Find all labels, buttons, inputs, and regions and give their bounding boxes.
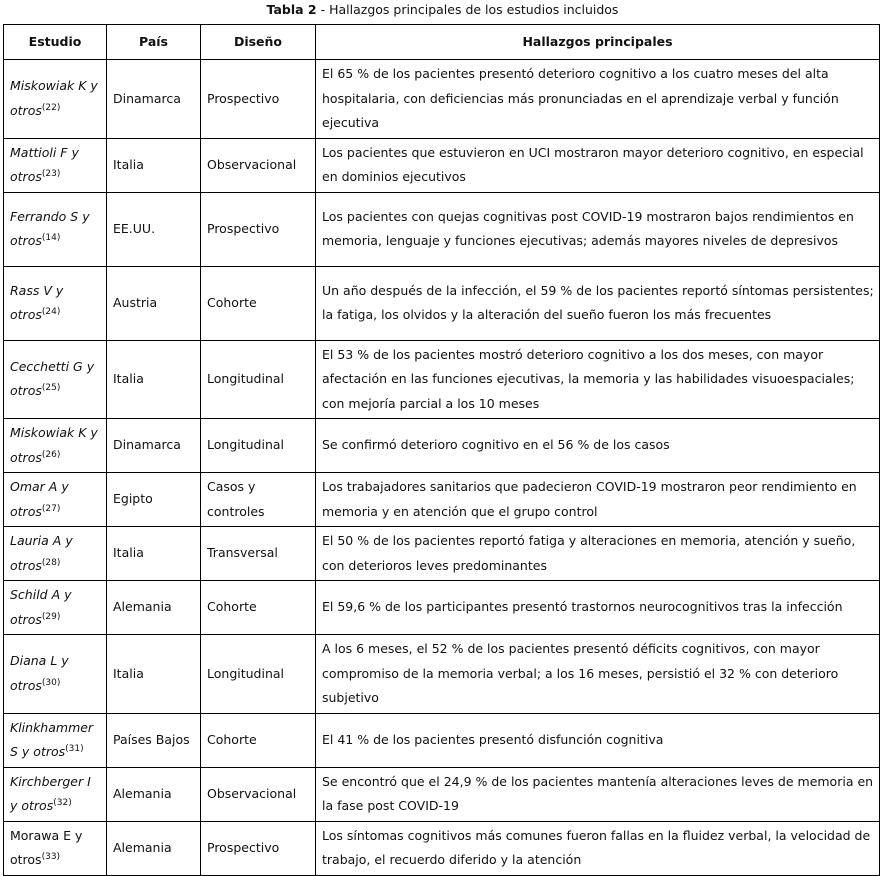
- cell-finding: Se confirmó deterioro cognitivo en el 56 % de los casos: [316, 419, 880, 473]
- study-reference: (24): [41, 307, 61, 317]
- header-study: Estudio: [4, 25, 107, 60]
- cell-study: [4, 581, 107, 635]
- study-reference: (29): [41, 611, 61, 622]
- cell-design: Longitudinal: [201, 635, 316, 714]
- study-reference: (28): [41, 557, 61, 568]
- cell-study: [4, 527, 107, 581]
- cell-finding: El 65 % de los pacientes presentó deterioro cognitivo a los cuatro meses del alta hospitalaria, con deficiencias más pronunciadas en el aprendizaje verbal y función ejecutiva: [316, 60, 880, 139]
- study-et-al: y otros: [10, 533, 73, 573]
- table-row: [4, 138, 880, 192]
- table-row: [4, 635, 880, 714]
- cell-finding: Los pacientes con quejas cognitivas post COVID-19 mostraron bajos rendimientos en memoria, lenguaje y funciones ejecutivas; además mayores niveles de depresivos: [316, 192, 880, 266]
- caption-label: Tabla 2: [266, 2, 317, 17]
- cell-country: Alemania: [107, 767, 201, 821]
- cell-study: [4, 138, 107, 192]
- study-reference: (25): [41, 383, 61, 394]
- study-reference: (23): [41, 169, 61, 179]
- study-et-al: y otros: [10, 479, 69, 519]
- study-author: Miskowiak K: [10, 425, 87, 440]
- study-reference: (33): [41, 852, 61, 862]
- study-reference: (26): [41, 449, 61, 460]
- cell-design: Prospectivo: [201, 192, 316, 266]
- table-row: [4, 192, 880, 266]
- table-row: [4, 266, 880, 340]
- cell-study: [4, 192, 107, 266]
- study-et-al: y otros: [10, 587, 72, 627]
- findings-table: [3, 24, 880, 876]
- cell-country: Egipto: [107, 473, 201, 527]
- table-caption: [0, 2, 885, 18]
- table-row: [4, 581, 880, 635]
- cell-design: Observacional: [201, 138, 316, 192]
- study-author: Lauria A: [10, 533, 62, 548]
- cell-design: Prospectivo: [201, 821, 316, 875]
- cell-finding: Los síntomas cognitivos más comunes fueron fallas en la fluidez verbal, la velocidad de trabajo, el recuerdo diferido y la atención: [316, 821, 880, 875]
- cell-design: Prospectivo: [201, 60, 316, 139]
- header-country: País: [107, 25, 201, 60]
- cell-finding: Los trabajadores sanitarios que padecieron COVID-19 mostraron peor rendimiento en memoria y en atención que el grupo control: [316, 473, 880, 527]
- cell-study: [4, 635, 107, 714]
- cell-country: Dinamarca: [107, 60, 201, 139]
- cell-finding: El 53 % de los pacientes mostró deterioro cognitivo a los dos meses, con mayor afectación en las funciones ejecutivas, la memoria y las habilidades visuoespaciales; con mejoría parcial a los 10 meses: [316, 340, 880, 419]
- study-et-al: y otros: [10, 653, 69, 693]
- study-reference: (32): [53, 798, 72, 808]
- table-row: [4, 419, 880, 473]
- study-author: Mattioli F: [10, 144, 68, 160]
- table-row: [4, 473, 880, 527]
- cell-country: Italia: [107, 527, 201, 581]
- cell-country: Italia: [107, 138, 201, 192]
- study-author: Cecchetti G: [10, 358, 83, 374]
- cell-study: [4, 821, 107, 875]
- cell-country: Italia: [107, 340, 201, 419]
- cell-study: [4, 713, 107, 767]
- study-reference: (22): [41, 102, 61, 113]
- study-reference: (30): [41, 677, 61, 688]
- table-body: [4, 60, 880, 876]
- cell-design: Longitudinal: [201, 419, 316, 473]
- study-author: Morawa E: [10, 827, 71, 843]
- study-author: Omar A: [10, 479, 58, 494]
- cell-study: [4, 767, 107, 821]
- table-row: [4, 527, 880, 581]
- cell-study: [4, 473, 107, 527]
- study-reference: (14): [41, 233, 61, 243]
- cell-finding: Se encontró que el 24,9 % de los pacientes mantenía alteraciones leves de memoria en la fase post COVID-19: [316, 767, 880, 821]
- header-design: Diseño: [201, 25, 316, 60]
- table-header-row: [4, 25, 880, 60]
- cell-design: Cohorte: [201, 581, 316, 635]
- cell-country: Dinamarca: [107, 419, 201, 473]
- cell-country: Países Bajos: [107, 713, 201, 767]
- cell-country: Alemania: [107, 821, 201, 875]
- cell-study: [4, 340, 107, 419]
- cell-design: Longitudinal: [201, 340, 316, 419]
- cell-finding: Los pacientes que estuvieron en UCI mostraron mayor deterioro cognitivo, en especial en dominios ejecutivos: [316, 138, 880, 192]
- study-et-al: y otros: [10, 827, 83, 867]
- cell-finding: Un año después de la infección, el 59 % de los pacientes reportó síntomas persistentes; la fatiga, los olvidos y la alteración del sueño fueron los más frecuentes: [316, 266, 880, 340]
- cell-design: Casos y controles: [201, 473, 316, 527]
- study-et-al: y otros: [10, 208, 90, 248]
- study-author: Diana L: [10, 653, 58, 669]
- study-et-al: y otros: [21, 744, 66, 759]
- cell-study: [4, 419, 107, 473]
- cell-country: Alemania: [107, 581, 201, 635]
- study-author: Ferrando S: [10, 208, 79, 224]
- cell-design: Cohorte: [201, 713, 316, 767]
- cell-country: EE.UU.: [107, 192, 201, 266]
- study-author: Klinkhammer S: [10, 719, 94, 759]
- cell-design: Cohorte: [201, 266, 316, 340]
- cell-finding: El 50 % de los pacientes reportó fatiga y alteraciones en memoria, atención y sueño, con deterioros leves predominantes: [316, 527, 880, 581]
- cell-country: Austria: [107, 266, 201, 340]
- cell-finding: El 41 % de los pacientes presentó disfunción cognitiva: [316, 713, 880, 767]
- table-row: [4, 713, 880, 767]
- cell-study: [4, 266, 107, 340]
- study-author: Schild A: [10, 587, 61, 602]
- study-et-al: y otros: [10, 78, 98, 118]
- study-author: Rass V: [10, 282, 52, 298]
- study-et-al: y otros: [10, 282, 64, 322]
- table-row: [4, 340, 880, 419]
- header-findings: Hallazgos principales: [316, 25, 880, 60]
- study-et-al: y otros: [10, 358, 95, 399]
- cell-country: Italia: [107, 635, 201, 714]
- cell-finding: A los 6 meses, el 52 % de los pacientes presentó déficits cognitivos, con mayor compromiso de la memoria verbal; a los 16 meses, persistió el 32 % con deterioro subjetivo: [316, 635, 880, 714]
- table-row: [4, 60, 880, 139]
- study-author: Kirchberger I: [10, 773, 91, 789]
- cell-finding: El 59,6 % de los participantes presentó trastornos neurocognitivos tras la infección: [316, 581, 880, 635]
- study-reference: (31): [65, 744, 84, 754]
- caption-separator: -: [316, 2, 330, 17]
- study-et-al: y otros: [10, 798, 54, 813]
- table-row: [4, 821, 880, 875]
- study-et-al: y otros: [10, 425, 98, 465]
- table-row: [4, 767, 880, 821]
- caption-text: Hallazgos principales de los estudios incluidos: [329, 2, 619, 17]
- cell-design: Transversal: [201, 527, 316, 581]
- cell-design: Observacional: [201, 767, 316, 821]
- study-reference: (27): [41, 503, 61, 514]
- study-et-al: y otros: [10, 144, 79, 184]
- cell-study: [4, 60, 107, 139]
- study-author: Miskowiak K: [10, 78, 87, 94]
